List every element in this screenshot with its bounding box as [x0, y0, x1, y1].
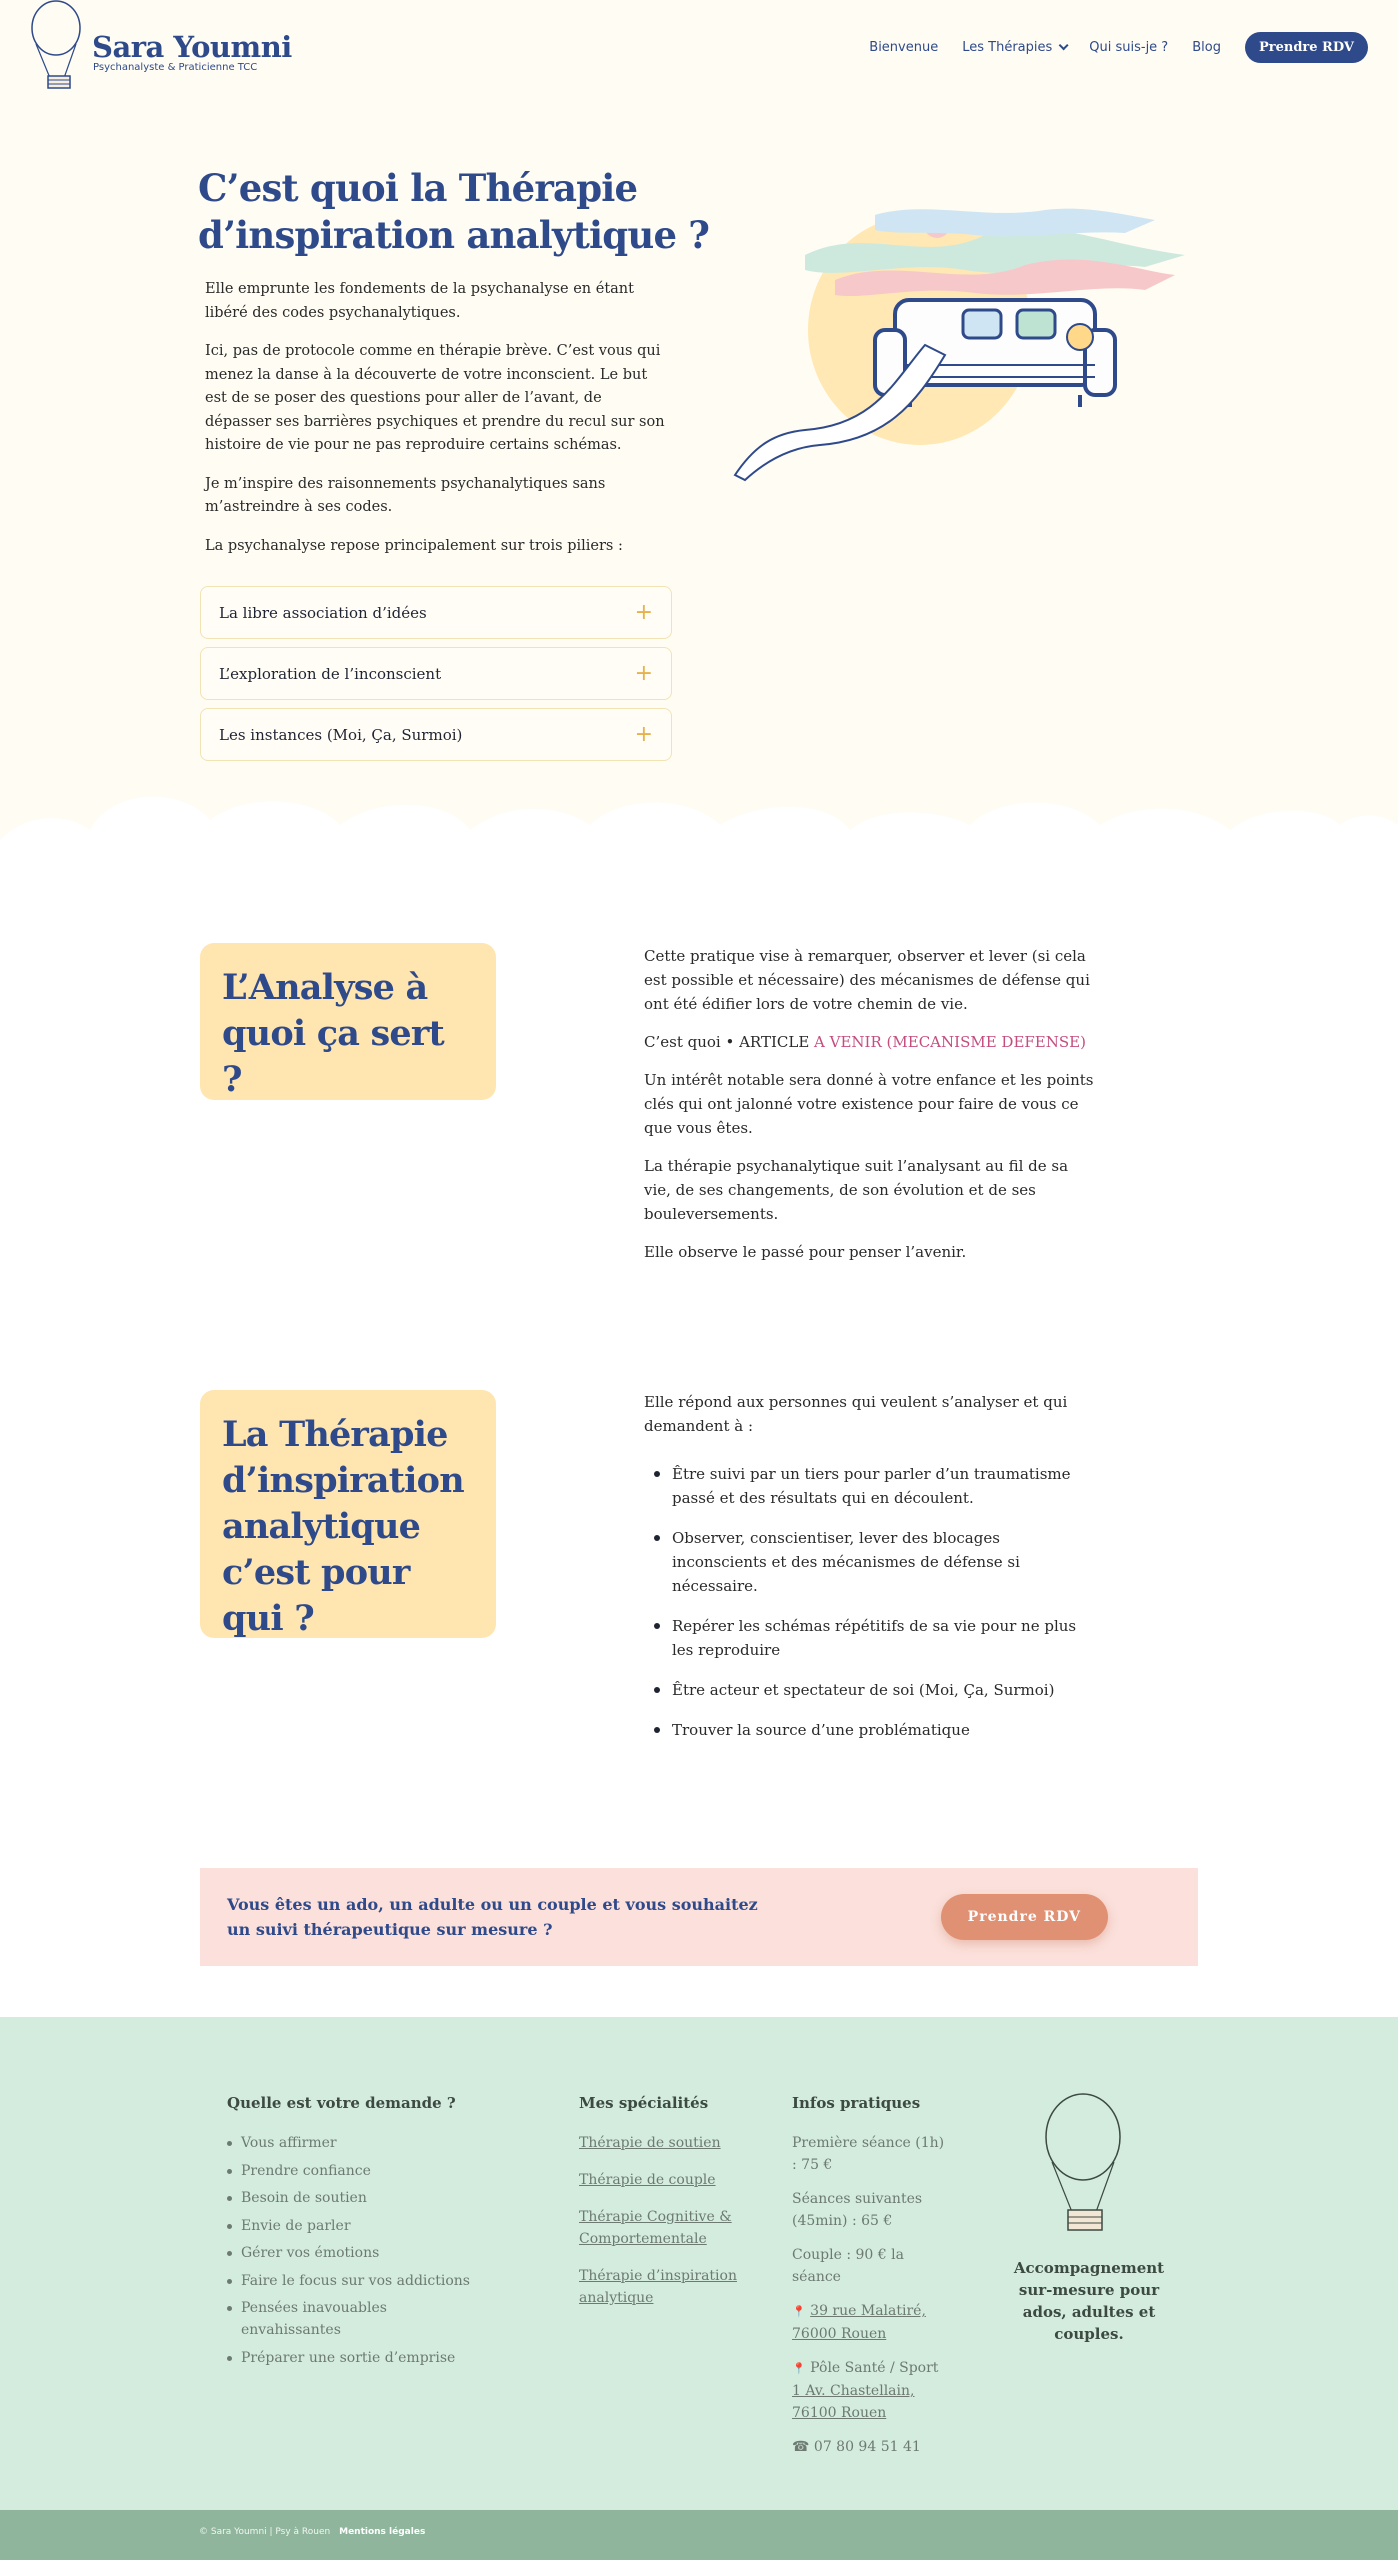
footer-specialites	[579, 2092, 749, 2324]
footer-tagline: Accompagnement sur-mesure pour ados, adultes et couples.	[1013, 2259, 1165, 2343]
accordion-item-association[interactable]	[200, 586, 672, 639]
list-item: Faire le focus sur vos addictions	[227, 2270, 487, 2292]
list-item: Besoin de soutien	[227, 2187, 487, 2209]
pourqui-intro: Elle répond aux personnes qui veulent s’analyser et qui demandent à :	[644, 1393, 1068, 1435]
main-nav	[869, 32, 1368, 63]
legal-link[interactable]: Mentions légales	[339, 2527, 426, 2537]
site-footer	[0, 2017, 1398, 2510]
price-couple: Couple : 90 € la séance	[792, 2247, 904, 2285]
plus-icon: +	[634, 721, 653, 747]
nav-about[interactable]: Qui suis-je ?	[1089, 40, 1169, 55]
accordion-label: L’exploration de l’inconscient	[219, 664, 442, 683]
appointment-button[interactable]: Prendre RDV	[941, 1894, 1108, 1940]
nav-therapies[interactable]	[962, 40, 1065, 55]
footer-bottom-bar	[0, 2510, 1398, 2560]
hero-paragraph: Je m’inspire des raisonnements psychanalytiques sans m’astreindre à ses codes.	[205, 475, 606, 515]
accordion-label: Les instances (Moi, Ça, Surmoi)	[219, 725, 463, 744]
footer-link-analytique[interactable]: Thérapie d’inspiration analytique	[579, 2268, 737, 2306]
list-item: Gérer vos émotions	[227, 2242, 487, 2264]
list-item: Trouver la source d’une problématique	[644, 1718, 1094, 1742]
footer-link-soutien[interactable]: Thérapie de soutien	[579, 2135, 721, 2151]
footer-heading: Quelle est votre demande ?	[227, 2094, 456, 2112]
pin-icon: 📍	[792, 2362, 806, 2375]
list-item: Préparer une sortie d’emprise	[227, 2347, 487, 2369]
price-first: Première séance (1h) : 75 €	[792, 2135, 945, 2173]
nav-blog[interactable]: Blog	[1192, 40, 1221, 55]
list-item: Envie de parler	[227, 2215, 487, 2237]
phone-icon: ☎	[792, 2439, 810, 2455]
analyse-title: L’Analyse à quoi ça sert ?	[222, 967, 444, 1100]
plus-icon: +	[634, 599, 653, 625]
accordion-item-inconscient[interactable]	[200, 647, 672, 700]
banner-text: Vous êtes un ado, un adulte ou un couple et vous souhaitez un suivi thérapeutique sur mesure ?	[227, 1895, 758, 1939]
balloon-icon	[1040, 2092, 1130, 2242]
copyright: © Sara Youmni | Psy à Rouen	[199, 2527, 331, 2537]
list-item: Vous affirmer	[227, 2132, 487, 2154]
price-next: Séances suivantes (45min) : 65 €	[792, 2191, 923, 2229]
couch-illustration	[725, 195, 1195, 485]
list-item: Observer, conscientiser, lever des blocages inconscients et des mécanismes de défense si nécessaire.	[644, 1526, 1094, 1598]
footer-demande	[227, 2092, 487, 2374]
list-item: Être acteur et spectateur de soi (Moi, Ça, Surmoi)	[644, 1678, 1094, 1702]
footer-heading: Mes spécialités	[579, 2094, 709, 2112]
plus-icon: +	[634, 660, 653, 686]
hero-title: C’est quoi la Thérapie d’inspiration analytique ?	[198, 166, 710, 257]
phone	[792, 2436, 952, 2458]
footer-link-couple[interactable]: Thérapie de couple	[579, 2172, 716, 2188]
address-2-label: Pôle Santé / Sport	[810, 2360, 939, 2376]
nav-therapies-label: Les Thérapies	[962, 40, 1053, 55]
analyse-paragraph: La thérapie psychanalytique suit l’analysant au fil de sa vie, de ses changements, de son évolution et de ses bouleversements.	[644, 1157, 1069, 1223]
accordion-item-instances[interactable]	[200, 708, 672, 761]
address-2-link[interactable]: 1 Av. Chastellain, 76100 Rouen	[792, 2383, 915, 2421]
nav-home[interactable]: Bienvenue	[869, 40, 939, 55]
chevron-down-icon	[1059, 40, 1069, 50]
pourqui-list	[644, 1462, 1094, 1742]
analyse-card	[200, 943, 496, 1100]
phone-number[interactable]: 07 80 94 51 41	[813, 2439, 921, 2455]
article-prefix: C’est quoi • ARTICLE	[644, 1033, 815, 1051]
address-1	[792, 2300, 952, 2345]
demande-list	[227, 2132, 487, 2369]
pin-icon: 📍	[792, 2305, 806, 2318]
analyse-paragraph: Un intérêt notable sera donné à votre enfance et les points clés qui ont jalonné votre existence pour faire de vous ce que vous êtes.	[644, 1071, 1094, 1137]
pourqui-card	[200, 1390, 496, 1638]
list-item: Prendre confiance	[227, 2160, 487, 2182]
analyse-paragraph: Elle observe le passé pour penser l’avenir.	[644, 1243, 967, 1261]
balloon-logo-icon[interactable]	[28, 0, 88, 96]
list-item: Être suivi par un tiers pour parler d’un traumatisme passé et des résultats qui en découlent.	[644, 1462, 1094, 1510]
hero-paragraph: Ici, pas de protocole comme en thérapie brève. C’est vous qui menez la danse à la découverte de votre inconscient. Le but est de se poser des questions pour aller de l’avant, de dépasser ses barrières psychiques et prendre du recul sur son histoire de vie pour ne pas reproduire certains schémas.	[205, 343, 665, 453]
list-item: Pensées inavouables envahissantes	[227, 2297, 397, 2341]
accordion-label: La libre association d’idées	[219, 603, 427, 622]
analyse-paragraph: Cette pratique vise à remarquer, observer et lever (si cela est possible et nécessaire) des mécanismes de défense qui ont été édifier lors de votre chemin de vie.	[644, 947, 1090, 1013]
analyse-paragraph	[644, 1030, 1099, 1054]
brand-subtitle: Psychanalyste & Praticienne TCC	[93, 62, 258, 73]
hero-paragraph: La psychanalyse repose principalement sur trois piliers :	[205, 537, 623, 554]
analyse-text	[644, 944, 1099, 1278]
footer-heading: Infos pratiques	[792, 2094, 921, 2112]
list-item: Repérer les schémas répétitifs de sa vie pour ne plus les reproduire	[644, 1614, 1094, 1662]
article-link[interactable]: A VENIR (MECANISME DEFENSE)	[814, 1033, 1086, 1051]
hero-paragraph: Elle emprunte les fondements de la psychanalyse en étant libéré des codes psychanalytiques.	[205, 281, 634, 321]
footer-infos	[792, 2092, 952, 2470]
nav-appointment-button[interactable]: Prendre RDV	[1245, 32, 1368, 63]
footer-link-tcc[interactable]: Thérapie Cognitive & Comportementale	[579, 2209, 732, 2247]
cta-banner	[200, 1868, 1198, 1966]
pourqui-text	[644, 1390, 1094, 1758]
hero-text	[205, 278, 670, 573]
brand-name[interactable]: Sara Youmni	[92, 30, 292, 64]
pourqui-title: La Thérapie d’inspiration analytique c’est pour qui ?	[222, 1414, 464, 1639]
address-2	[792, 2357, 952, 2424]
address-1-link[interactable]: 39 rue Malatiré, 76000 Rouen	[792, 2303, 926, 2342]
site-header	[0, 0, 1398, 100]
